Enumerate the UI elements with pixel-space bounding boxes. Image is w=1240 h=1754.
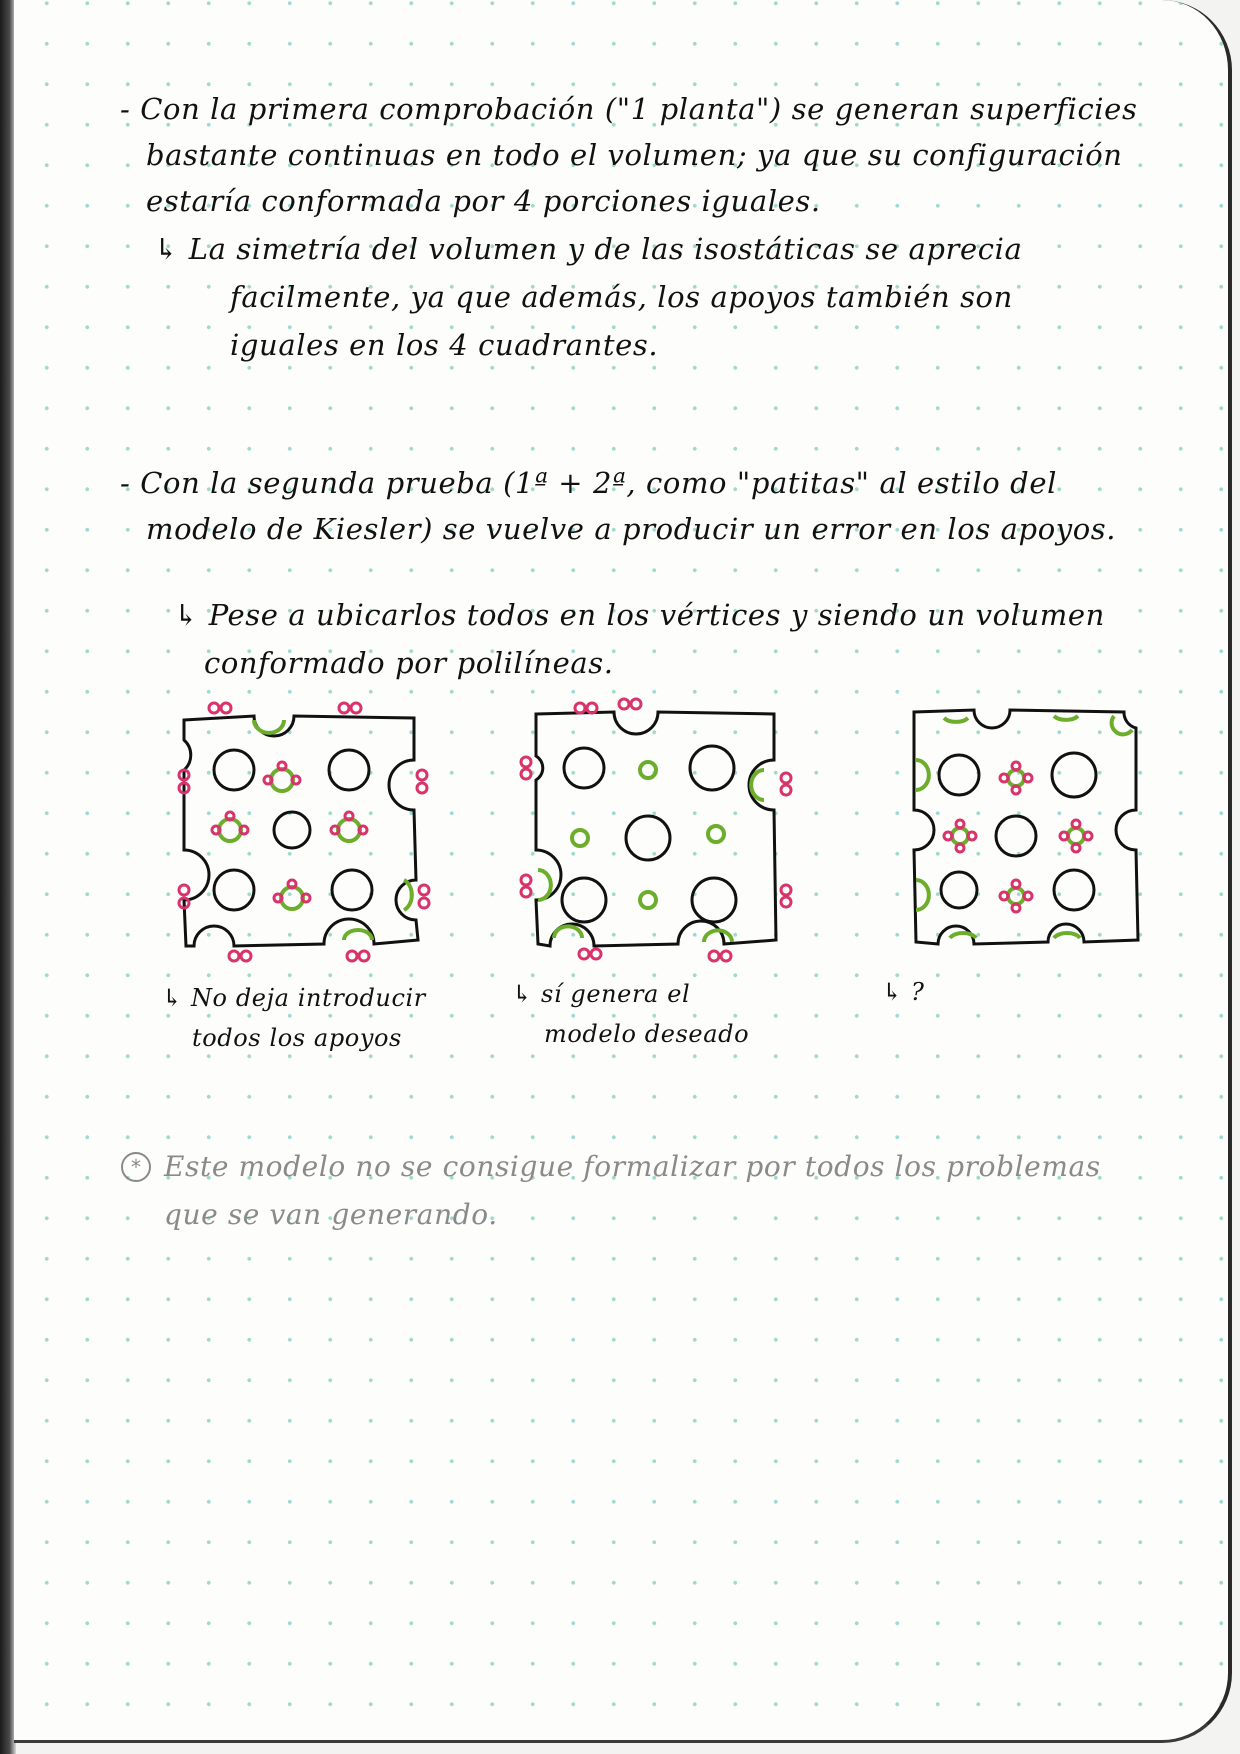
paragraph-1-line-1: - Con la primera comprobación ("1 planta") se generan superficies [120,92,1138,126]
caption-fig-3-line-1: ↳ ? [882,978,925,1006]
caption-fig-2-line-2: modelo deseado [544,1020,750,1048]
footnote-line-2: que se van generando. [164,1198,498,1231]
paragraph-1-line-3: estaría conformada por 4 porciones iguales. [146,184,821,218]
footnote-asterisk-icon: * [121,1152,151,1182]
paragraph-2-note-line-2: conformado por polilíneas. [204,646,614,680]
sketch-model-1 [174,700,434,970]
caption-fig-1-line-1: ↳ No deja introducir [162,984,426,1012]
paragraph-1-note-line-3: iguales en los 4 cuadrantes. [230,328,659,362]
footnote-line-1: Este modelo no se consigue formalizar por todos los problemas [164,1150,1101,1183]
paragraph-2-note-line-1: ↳ Pese a ubicarlos todos en los vértices y siendo un volumen [174,598,1105,632]
caption-fig-2-line-1: ↳ sí genera el [512,980,691,1008]
paragraph-1-note-line-1: ↳ La simetría del volumen y de las isostáticas se aprecia [154,232,1023,266]
paragraph-2-line-2: modelo de Kiesler) se vuelve a producir un error en los apoyos. [146,512,1117,546]
caption-fig-1-line-2: todos los apoyos [192,1024,402,1052]
sketch-model-3 [904,700,1144,960]
paragraph-1-note-line-2: facilmente, ya que además, los apoyos también son [230,280,1013,314]
sketch-model-2 [524,700,794,970]
notebook-page [14,0,1232,1743]
paragraph-1-line-2: bastante continuas en todo el volumen; ya que su configuración [146,138,1123,172]
paragraph-2-line-1: - Con la segunda prueba (1ª + 2ª, como "patitas" al estilo del [120,466,1057,500]
